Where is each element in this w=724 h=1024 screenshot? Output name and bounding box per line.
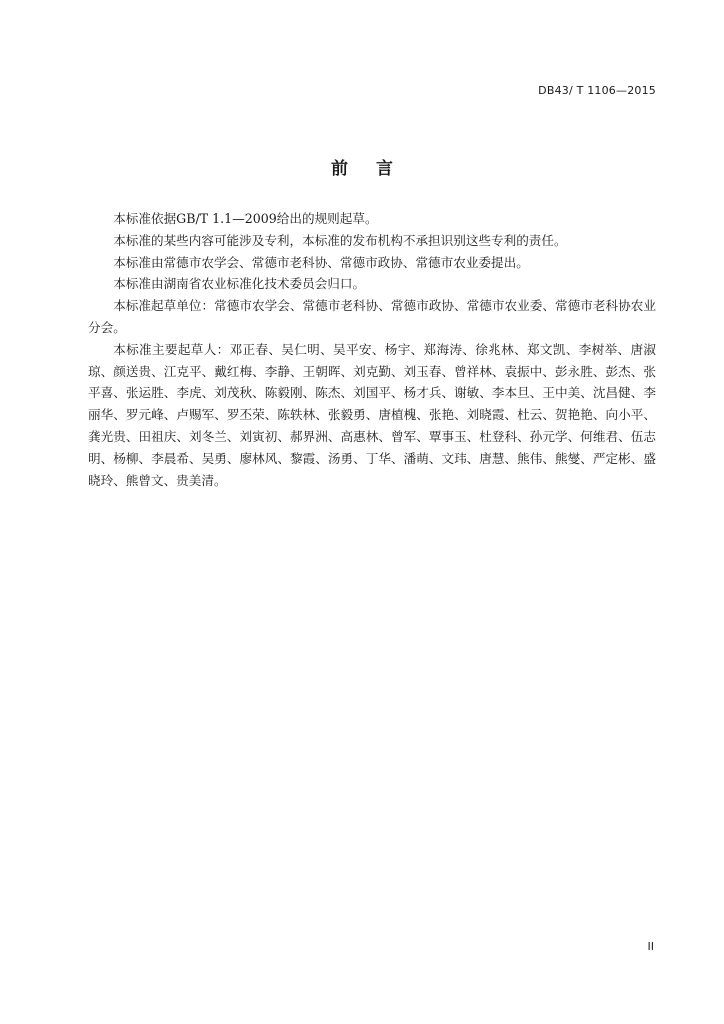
paragraph-proposed-by: 本标准由常德市农学会、常德市老科协、常德市政协、常德市农业委提出。: [113, 254, 529, 270]
page-number: II: [647, 940, 654, 953]
paragraph-drafting-units: 本标准起草单位：常德市农学会、常德市老科协、常德市政协、常德市农业委、常德市老科协农业分会。: [88, 298, 656, 335]
document-code: DB43/ T 1106—2015: [538, 84, 656, 97]
foreword-body: [88, 208, 656, 491]
page-title: 前言: [331, 159, 421, 179]
paragraph-drafting-rules: 本标准依据GB/T 1.1—2009给出的规则起草。: [113, 211, 378, 226]
paragraph-patent-notice: 本标准的某些内容可能涉及专利，本标准的发布机构不承担识别这些专利的责任。: [113, 232, 567, 248]
paragraph-centralized-by: 本标准由湖南省农业标准化技术委员会归口。: [113, 276, 366, 292]
paragraph-drafters: 本标准主要起草人：邓正春、吴仁明、吴平安、杨宇、郑海涛、徐兆林、郑文凯、李树举、唐淑琼、颜送贵、江克平、戴红梅、李静、王朝晖、刘克勤、刘玉春、曾祥林、袁振中、彭永胜、彭杰、张平喜、张运胜、李虎、刘茂秋、陈毅刚、陈杰、刘国平、杨才兵、谢敏、李本旦、王中美、沈昌健、李丽华、罗元峰、卢赐军、罗丕荣、陈轶林、张毅勇、唐植槐、张艳、刘晓霞、杜云、贺艳艳、向小平、龚光贵、田祖庆、刘冬兰、刘寅初、郝界洲、高惠林、曾军、覃事玉、杜登科、孙元学、何维君、伍志明、杨柳、李晨希、吴勇、廖林风、黎霞、汤勇、丁华、潘萌、文玮、唐慧、熊伟、熊燮、严定彬、盛晓玲、熊曾文、贵美清。: [88, 341, 656, 488]
